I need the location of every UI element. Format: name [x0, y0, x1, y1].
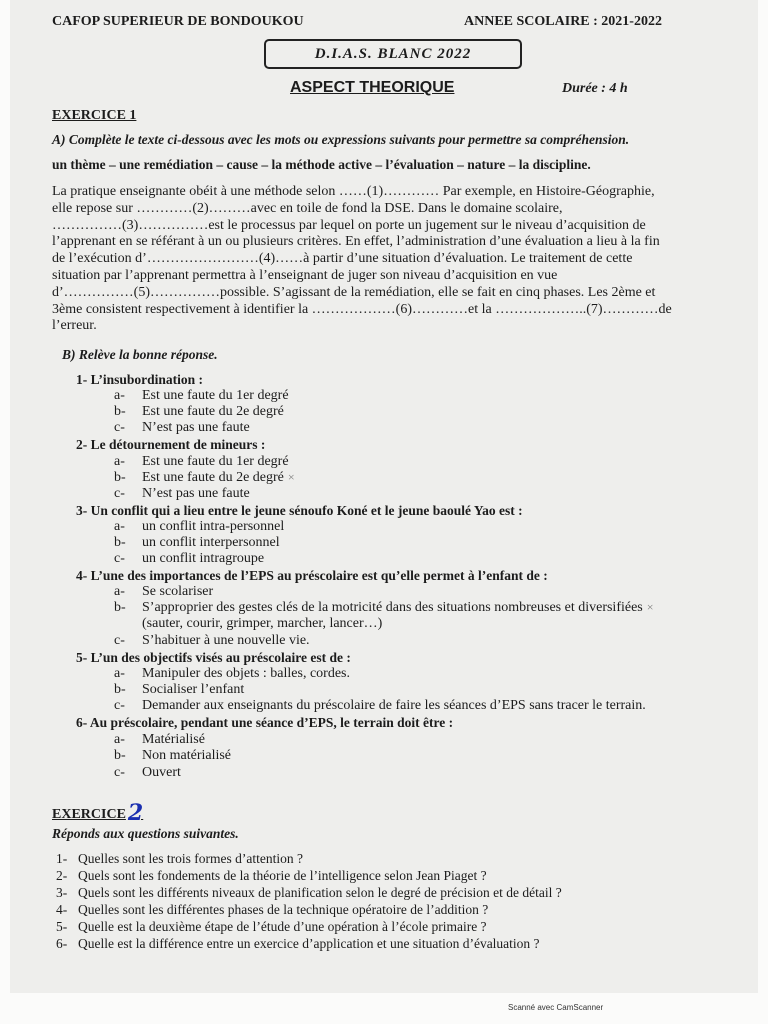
paragraph-line: 3ème consistent respectivement à identifier la ………………(6)…………et la ………………..(7)…………de — [52, 301, 672, 317]
mcq-option: b- Socialiser l’enfant — [114, 682, 245, 697]
pencil-mark: × — [287, 470, 295, 484]
paragraph-line: de l’exécution d’……………………(4)……à partir d’une situation d’évaluation. Le traitement de cette — [52, 251, 633, 267]
school-name: CAFOP SUPERIEUR DE BONDOUKOU — [52, 14, 304, 29]
mcq-option: a- Se scolariser — [114, 584, 214, 599]
word-list: un thème – une remédiation – cause – la méthode active – l’évaluation – nature – la discipline. — [52, 157, 591, 172]
open-question: 1- Quelles sont les trois formes d’attention ? — [56, 851, 303, 866]
mcq-option: c- N’est pas une faute — [114, 486, 250, 501]
paragraph-line: ……………(3)……………est le processus par lequel on porte un jugement sur le niveau d’acquisition de — [52, 217, 646, 233]
mcq-option: b- un conflit interpersonnel — [114, 535, 280, 550]
mcq-question: 2- Le détournement de mineurs : — [76, 437, 266, 452]
mcq-option: b- Est une faute du 2e degré × — [114, 470, 295, 485]
mcq-option: b- S’approprier des gestes clés de la motricité dans des situations nombreuses et diversifiées × — [114, 600, 654, 615]
exercise-1-part-b-instruction: B) Relève la bonne réponse. — [62, 347, 218, 362]
mcq-option: a- un conflit intra-personnel — [114, 519, 285, 534]
school-year: ANNEE SCOLAIRE : 2021-2022 — [464, 14, 662, 29]
open-question: 5- Quelle est la deuxième étape de l’étude d’une opération à l’école primaire ? — [56, 919, 487, 934]
pencil-mark: × — [646, 600, 654, 614]
mcq-option: c- S’habituer à une nouvelle vie. — [114, 633, 310, 648]
exam-duration: Durée : 4 h — [562, 81, 628, 96]
open-question: 3- Quels sont les différents niveaux de planification selon le degré de précision et de détail ? — [56, 885, 562, 900]
mcq-question: 6- Au préscolaire, pendant une séance d’EPS, le terrain doit être : — [76, 715, 454, 730]
scanner-watermark: Scanné avec CamScanner — [508, 1003, 604, 1012]
mcq-option: b- Non matérialisé — [114, 748, 232, 763]
mcq-option: a- Est une faute du 1er degré — [114, 454, 289, 469]
paragraph-line: l’erreur. — [52, 318, 97, 334]
exercise-1-title: EXERCICE 1 — [52, 108, 137, 123]
paragraph-line: situation par l’apprenant permettra à l’enseignant de juger son niveau d’acquisition en vue — [52, 267, 558, 283]
exercise-2-title: EXERCICE2 — [52, 800, 144, 826]
exam-title-box: D.I.A.S. BLANC 2022 — [264, 39, 522, 69]
mcq-question: 5- L’un des objectifs visés au préscolaire est de : — [76, 650, 351, 665]
mcq-option: c- un conflit intragroupe — [114, 551, 265, 566]
mcq-question: 3- Un conflit qui a lieu entre le jeune sénoufo Koné et le jeune baoulé Yao est : — [76, 503, 523, 518]
open-question: 2- Quels sont les fondements de la théorie de l’intelligence selon Jean Piaget ? — [56, 868, 487, 883]
mcq-option: a- Manipuler des objets : balles, cordes. — [114, 666, 351, 681]
mcq-option: c- Ouvert — [114, 765, 181, 780]
open-question: 6- Quelle est la différence entre un exercice d’application et une situation d’évaluation ? — [56, 936, 540, 951]
page-subtitle: ASPECT THEORIQUE — [290, 79, 455, 96]
fill-in-paragraph — [52, 184, 716, 335]
exercise-2-instruction: Réponds aux questions suivantes. — [52, 826, 239, 841]
mcq-question: 4- L’une des importances de l’EPS au préscolaire est qu’elle permet à l’enfant de : — [76, 568, 548, 583]
mcq-option: c- N’est pas une faute — [114, 420, 250, 435]
paragraph-line: elle repose sur …………(2)………avec en toile de fond la DSE. Dans le domaine scolaire, — [52, 200, 563, 216]
mcq-option: a- Matérialisé — [114, 732, 205, 747]
mcq-option-continuation: (sauter, courir, grimper, marcher, lancer…) — [142, 616, 383, 631]
exercise-1-part-a-instruction: A) Complète le texte ci-dessous avec les mots ou expressions suivants pour permettre sa compréhension. — [52, 132, 630, 147]
paragraph-line: La pratique enseignante obéit à une méthode selon ……(1)………… Par exemple, en Histoire-Géographie, — [52, 184, 655, 199]
mcq-question: 1- L’insubordination : — [76, 372, 204, 387]
paragraph-line: l’apprenant en se référant à un ou plusieurs critères. En effet, l’administration d’une évaluation a lieu à la fin — [52, 234, 660, 250]
paragraph-line: d’……………(5)……………possible. S’agissant de la remédiation, elle se fait en cinq phases. Les 2ème et — [52, 284, 656, 300]
mcq-option: c- Demander aux enseignants du préscolaire de faire les séances d’EPS sans tracer le terrain. — [114, 698, 646, 713]
mcq-option: b- Est une faute du 2e degré — [114, 404, 284, 419]
mcq-option: a- Est une faute du 1er degré — [114, 388, 289, 403]
open-question: 4- Quelles sont les différentes phases de la technique opératoire de l’addition ? — [56, 902, 489, 917]
handwritten-number: 2 — [127, 800, 144, 826]
